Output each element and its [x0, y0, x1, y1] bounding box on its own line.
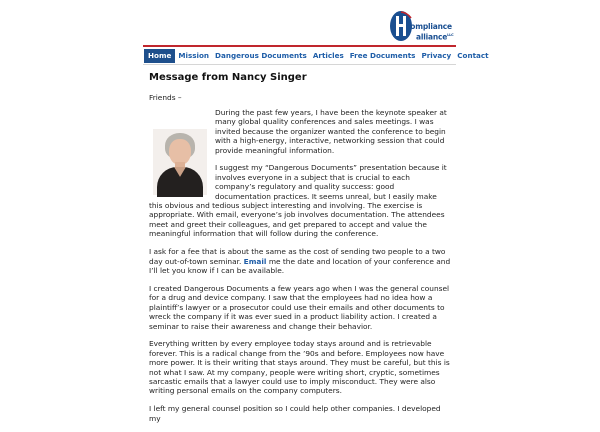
logo-line-1: compliance	[406, 22, 452, 31]
nav-contact[interactable]: Contact	[457, 51, 489, 60]
nancy-singer-photo	[153, 129, 207, 195]
header-accent-line	[143, 45, 456, 47]
nav-divider	[143, 64, 456, 65]
paragraph-3: I ask for a fee that is about the same as the cost of sending two people to a two day out-of-town seminar. Email me the date and location of your conference and I’ll let you know if I can be available.	[149, 247, 451, 275]
paragraph-6: I left my general counsel position so I could help other companies. I developed my	[149, 404, 441, 423]
paragraph-1: During the past few years, I have been the keynote speaker at many global quality conferences and sales meetings. I was invited because the organizer wanted the conference to begin with a high-energy, interactive, networking session that could provide meaningful information.	[215, 107, 447, 155]
nav-privacy[interactable]: Privacy	[421, 51, 452, 60]
paragraph-4: I created Dangerous Documents a few years ago when I was the general counsel for a drug and device company. I saw that the employees had no idea how a plaintiff’s lawyer or a prosecutor could use their emails and other documents to wreck the company if it was ever sued in a product liability action. I created a seminar to raise their awareness and change their behavior.	[149, 283, 450, 331]
main-content	[149, 93, 452, 432]
paragraph-2: I suggest my “Dangerous Documents” presentation because it involves everyone in a subject that is crucial to each company’s regulatory and quality success: good documentation practices. It seems unreal, but I easily make this obvious and tedious subject interesting and involving. The exercise is appropriate. With email, everyone’s job involves documentation. The attendees meet and greet their colleagues, and get prepared to accept and value the meaningful information that will follow during the conference.	[149, 163, 447, 239]
logo-sup: LLC	[447, 33, 454, 37]
main-nav	[144, 49, 492, 63]
nav-free-documents[interactable]: Free Documents	[349, 51, 416, 60]
email-link[interactable]: Email	[243, 256, 267, 266]
logo-line-2: alliance	[416, 32, 448, 42]
nav-articles[interactable]: Articles	[312, 51, 344, 60]
nav-mission[interactable]: Mission	[178, 51, 210, 60]
nav-home[interactable]: Home	[144, 49, 175, 63]
greeting: Friends –	[149, 93, 182, 102]
paragraph-5: Everything written by every employee today stays around and is retrievable forever. This is a radical change from the ’90s and before. Employees now have more power. It is their writing that stays around. They must be careful, but this is not what I saw. At my company, people were writing short, cryptic, sometimes sarcastic emails that a lawyer could use to imply misconduct. They were also writing personal emails on the company computers.	[149, 339, 450, 396]
page-title: Message from Nancy Singer	[149, 72, 307, 83]
compliance-alliance-logo[interactable]	[384, 10, 460, 44]
logo-wordmark	[406, 22, 462, 42]
nav-dangerous-documents[interactable]: Dangerous Documents	[215, 51, 307, 60]
